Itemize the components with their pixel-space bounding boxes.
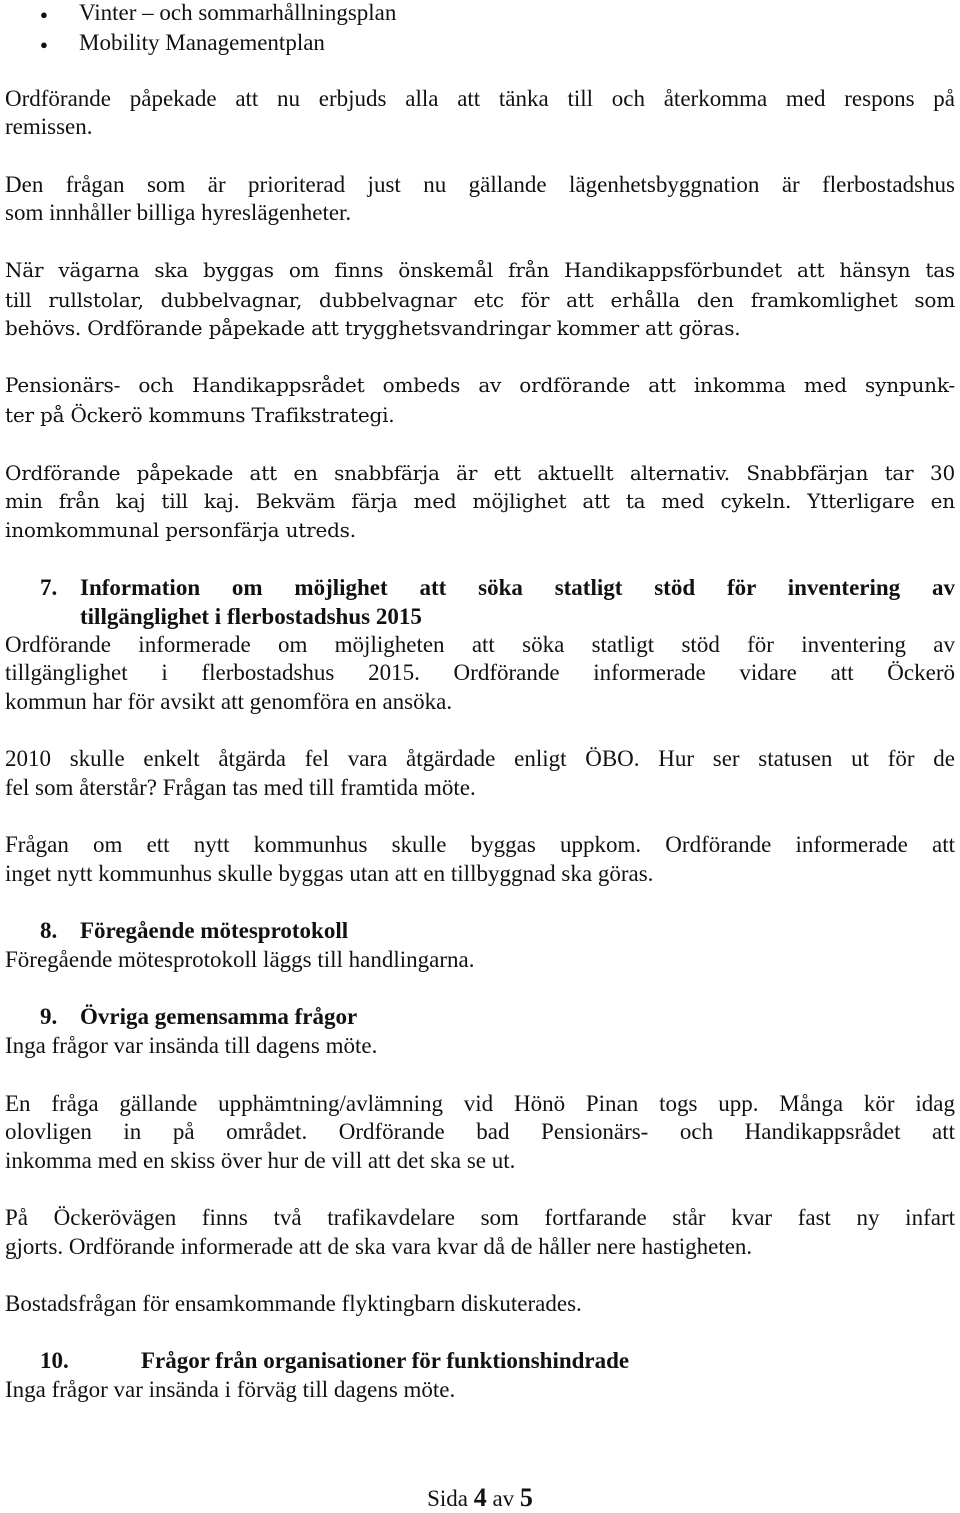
paragraph-line: Frågan om ett nytt kommunhus skulle byggas uppkom. Ordförande informerade att: [5, 832, 955, 857]
paragraph-line: Föregående mötesprotokoll läggs till handlingarna.: [5, 947, 475, 972]
section-heading: tillgänglighet i flerbostadshus 2015: [80, 604, 422, 629]
paragraph-line: inomkommunal personfärja utreds.: [5, 518, 356, 542]
paragraph-line: min från kaj till kaj. Bekväm färja med möjlighet att ta med cykeln. Ytterligare en: [5, 489, 955, 513]
paragraph-line: En fråga gällande upphämtning/avlämning vid Hönö Pinan togs upp. Många kör idag: [5, 1091, 955, 1116]
section-heading: Övriga gemensamma frågor: [80, 1004, 358, 1029]
page-footer: [0, 1483, 960, 1513]
paragraph-line: Inga frågor var insända till dagens möte.: [5, 1033, 378, 1058]
section-heading: Information om möjlighet att söka statligt stöd för inventering av: [80, 575, 955, 600]
paragraph-line: Inga frågor var insända i förväg till dagens möte.: [5, 1377, 456, 1402]
bullet-dot-icon: ●: [40, 37, 48, 52]
list-item-text: Mobility Managementplan: [79, 30, 325, 55]
page-total: 5: [519, 1483, 533, 1512]
section-number: 8.: [40, 918, 58, 943]
paragraph-line: Ordförande påpekade att nu erbjuds alla att tänka till och återkomma med respons på: [5, 86, 955, 111]
paragraph-line: som innhåller billiga hyreslägenheter.: [5, 200, 352, 225]
paragraph-line: fel som återstår? Frågan tas med till framtida möte.: [5, 775, 476, 800]
paragraph-line: På Öckerövägen finns två trafikavdelare som fortfarande står kvar fast ny infart: [5, 1205, 955, 1230]
paragraph-line: inget nytt kommunhus skulle byggas utan att en tillbyggnad ska göras.: [5, 861, 654, 886]
paragraph-line: När vägarna ska byggas om finns önskemål från Handikappsförbundet att hänsyn tas: [5, 258, 955, 282]
bullet-dot-icon: ●: [40, 7, 48, 22]
section-number: 9.: [40, 1004, 58, 1029]
paragraph-line: inkomma med en skiss över hur de vill att det ska se ut.: [5, 1148, 516, 1173]
paragraph-line: Pensionärs- och Handikappsrådet ombeds av ordförande att inkomma med synpunk-: [5, 373, 955, 397]
paragraph-line: till rullstolar, dubbelvagnar, dubbelvagnar etc för att erhålla den framkomlighet som: [5, 288, 955, 312]
paragraph-line: tillgänglighet i flerbostadshus 2015. Ordförande informerade vidare att Öckerö: [5, 660, 955, 685]
paragraph-line: 2010 skulle enkelt åtgärda fel vara åtgärdade enligt ÖBO. Hur ser statusen ut för de: [5, 746, 955, 771]
paragraph-line: Den frågan som är prioriterad just nu gällande lägenhetsbyggnation är flerbostadshus: [5, 172, 955, 197]
paragraph-line: remissen.: [5, 114, 93, 139]
paragraph-line: Bostadsfrågan för ensamkommande flyktingbarn diskuterades.: [5, 1291, 582, 1316]
paragraph-line: ter på Öckerö kommuns Trafikstrategi.: [5, 403, 395, 427]
page-separator: av: [492, 1486, 515, 1511]
page-prefix: Sida: [427, 1486, 468, 1511]
paragraph-line: kommun har för avsikt att genomföra en ansöka.: [5, 689, 453, 714]
paragraph-line: olovligen in på området. Ordförande bad Pensionärs- och Handikappsrådet att: [5, 1119, 955, 1144]
list-item-text: Vinter – och sommarhållningsplan: [79, 0, 397, 25]
paragraph-line: Ordförande informerade om möjligheten att söka statligt stöd för inventering av: [5, 632, 955, 657]
paragraph-line: gjorts. Ordförande informerade att de ska vara kvar då de håller nere hastigheten.: [5, 1234, 753, 1259]
paragraph-line: behövs. Ordförande påpekade att trygghetsvandringar kommer att göras.: [5, 316, 741, 340]
page-number: 4: [473, 1483, 487, 1512]
section-heading: Frågor från organisationer för funktionshindrade: [141, 1348, 630, 1373]
section-heading: Föregående mötesprotokoll: [80, 918, 349, 943]
section-number: 10.: [40, 1348, 69, 1373]
section-number: 7.: [40, 575, 58, 600]
paragraph-line: Ordförande påpekade att en snabbfärja är ett aktuellt alternativ. Snabbfärjan tar 30: [5, 461, 955, 485]
